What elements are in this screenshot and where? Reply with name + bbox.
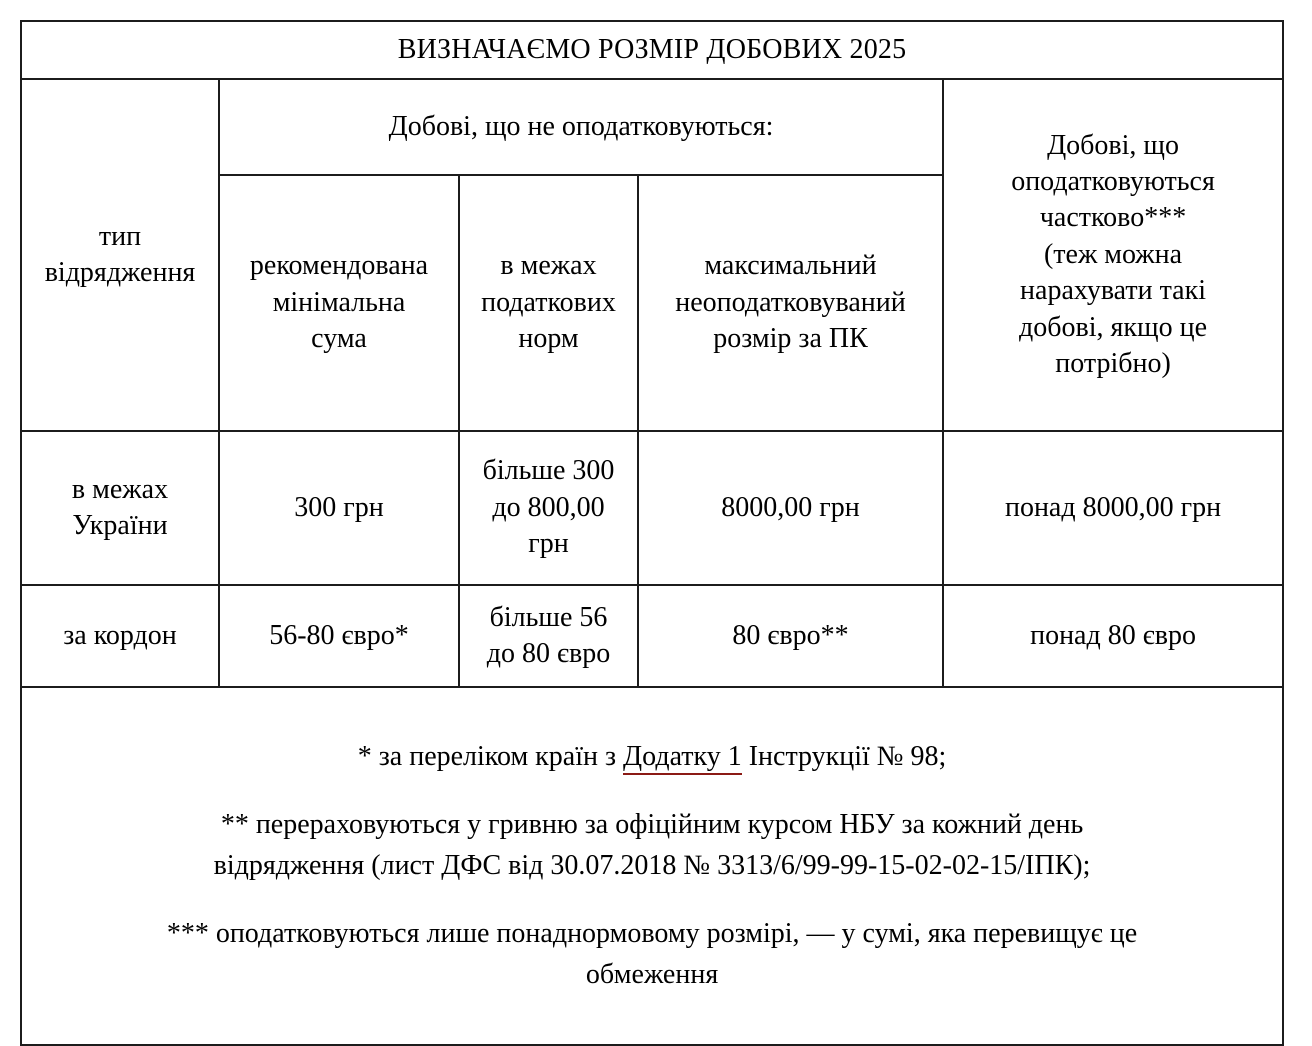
header-partially-taxed-line7: потрібно) xyxy=(1055,347,1171,379)
header-partially-taxed-line2: оподатковуються xyxy=(1011,166,1215,198)
footnote-spacer xyxy=(26,887,1278,913)
header-partially-taxed-group xyxy=(943,79,1283,431)
header-partially-taxed-line3: частково*** xyxy=(1039,202,1187,234)
appendix-1-link[interactable]: Додатку 1 xyxy=(623,741,742,775)
footnote-2-line2: відрядження (лист ДФС від 30.07.2018 № 3313/6/99-99-15-02-02-15/ІПК); xyxy=(213,850,1091,882)
group-header-row xyxy=(21,79,1283,175)
table-row xyxy=(21,431,1283,585)
header-trip-type-line1: тип xyxy=(98,220,142,252)
header-partially-taxed-line5: нарахувати такі xyxy=(1020,275,1206,307)
footnote-spacer xyxy=(26,778,1278,804)
row-ukraine-tax-norms-line3: грн xyxy=(528,528,569,560)
table-row xyxy=(21,585,1283,687)
header-max-untaxed xyxy=(638,175,943,431)
header-recommended-line3: сума xyxy=(311,323,367,355)
footnote-1-prefix: * за переліком країн з xyxy=(357,741,624,773)
header-tax-norms-line3: норм xyxy=(518,323,579,355)
row-ukraine-max-untaxed: 8000,00 грн xyxy=(638,431,943,585)
footnote-3-line1: *** оподатковуються лише понаднормовому розмірі, — у сумі, яка перевищує це xyxy=(166,917,1138,949)
header-trip-type xyxy=(21,79,219,431)
row-ukraine-partially-taxed: понад 8000,00 грн xyxy=(943,431,1283,585)
header-tax-norms xyxy=(459,175,638,431)
row-abroad-tax-norms xyxy=(459,585,638,687)
header-untaxed-group: Добові, що не оподатковуються: xyxy=(219,79,943,175)
footnotes-block xyxy=(21,687,1283,1045)
footnote-3-line2: обмеження xyxy=(585,959,719,991)
row-ukraine-trip-type-line2: України xyxy=(72,510,168,541)
row-abroad-tax-norms-line2: до 80 євро xyxy=(486,638,611,669)
row-abroad-trip-type: за кордон xyxy=(21,585,219,687)
row-abroad-recommended: 56-80 євро* xyxy=(219,585,459,687)
table-title-row xyxy=(21,21,1283,79)
header-tax-norms-line1: в межах xyxy=(500,250,597,282)
row-ukraine-trip-type-line1: в межах xyxy=(71,473,169,505)
header-recommended-line2: мінімальна xyxy=(272,286,406,318)
header-trip-type-line2: відрядження xyxy=(44,257,196,288)
footnote-1-suffix: Інструкції № 98; xyxy=(741,741,947,773)
row-ukraine-tax-norms xyxy=(459,431,638,585)
header-tax-norms-line2: податкових xyxy=(481,286,616,318)
header-max-untaxed-line2: неоподатковуваний xyxy=(675,286,906,318)
row-ukraine-recommended: 300 грн xyxy=(219,431,459,585)
footnotes-row xyxy=(21,687,1283,1045)
header-partially-taxed-line4: (теж можна xyxy=(1043,238,1183,270)
page-title: ВИЗНАЧАЄМО РОЗМІР ДОБОВИХ 2025 xyxy=(21,21,1283,79)
row-ukraine-tax-norms-line1: більше 300 xyxy=(482,455,615,487)
header-max-untaxed-line1: максимальний xyxy=(704,250,877,282)
footnote-1 xyxy=(26,736,1278,777)
header-partially-taxed-line1: Добові, що xyxy=(1047,129,1179,161)
row-abroad-tax-norms-line1: більше 56 xyxy=(489,601,608,633)
per-diem-table xyxy=(20,20,1284,1046)
header-partially-taxed-line6: добові, якщо це xyxy=(1019,311,1207,343)
row-abroad-partially-taxed: понад 80 євро xyxy=(943,585,1283,687)
row-ukraine-trip-type xyxy=(21,431,219,585)
row-abroad-max-untaxed: 80 євро** xyxy=(638,585,943,687)
header-recommended-line1: рекомендована xyxy=(249,250,429,282)
header-max-untaxed-line3: розмір за ПК xyxy=(713,323,868,355)
row-ukraine-tax-norms-line2: до 800,00 xyxy=(492,491,605,523)
footnote-2-line1: ** перераховуються у гривню за офіційним курсом НБУ за кожний день xyxy=(220,808,1084,840)
header-recommended-min xyxy=(219,175,459,431)
